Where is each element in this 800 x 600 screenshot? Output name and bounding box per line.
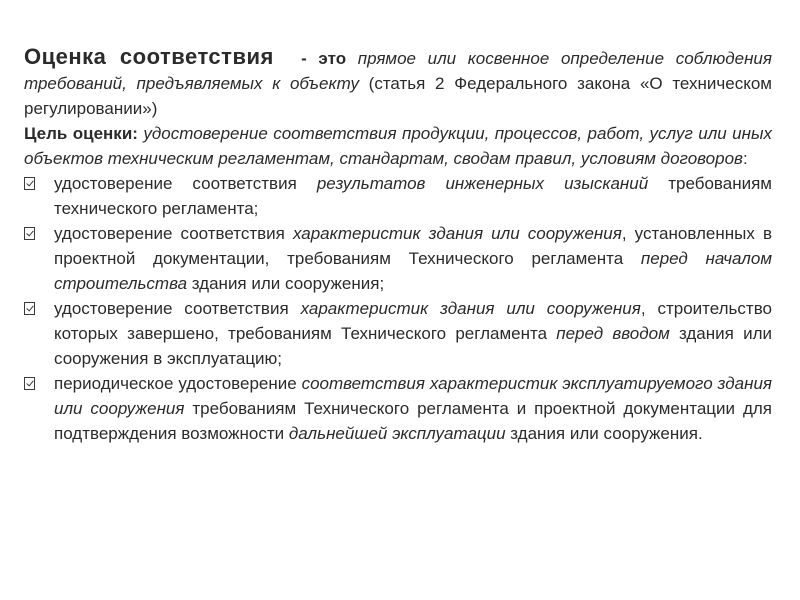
list-item-text-part: удостоверение соответствия — [54, 224, 293, 243]
list-item-text-part: характеристик здания или сооружения — [292, 224, 622, 243]
list-item — [24, 171, 772, 221]
list-item — [24, 371, 772, 446]
definition-source: (статья 2 Федерального закона «О техническом регулировании») — [24, 74, 772, 118]
requirements-list — [24, 171, 772, 446]
checkbox-bullet-icon — [24, 177, 35, 190]
definition-paragraph — [24, 44, 772, 121]
list-item-text-part: перед началом строительства — [54, 249, 772, 293]
list-item-text-part: характеристик здания или сооружения — [300, 299, 641, 318]
list-item-text-part: удостоверение соответствия — [54, 174, 317, 193]
list-item-text-part: периодическое удостоверение — [54, 374, 302, 393]
goal-text-end: : — [742, 149, 748, 168]
definition-term: Оценка соответствия — [24, 44, 274, 69]
list-item-text-part: требованиям технического регламента; — [54, 174, 772, 218]
list-item — [24, 296, 772, 371]
list-item-text-part: удостоверение соответствия — [54, 299, 301, 318]
list-item-text-part: , установленных в проектной документации, требованиям Технического регламента — [54, 224, 772, 268]
goal-paragraph — [24, 121, 772, 171]
list-item-text-part: дальнейшей эксплуатации — [288, 424, 506, 443]
list-item-text-part: перед вводом — [556, 324, 670, 343]
definition-text-italic: прямое или косвенное определение соблюдения требований, предъявляемых к объекту — [24, 49, 772, 93]
definition-dash: - это — [301, 49, 347, 68]
goal-label: Цель оценки: — [24, 124, 138, 143]
checkbox-bullet-icon — [24, 302, 35, 315]
list-item-text-part: здания или сооружения в эксплуатацию; — [54, 324, 772, 368]
list-item-text-part: результатов инженерных изысканий — [316, 174, 649, 193]
checkbox-bullet-icon — [24, 377, 35, 390]
list-item-text-part: требованиям Технического регламента и проектной документации для подтверждения возможности — [54, 399, 772, 443]
goal-text: удостоверение соответствия продукции, процессов, работ, услуг или иных объектов техническим регламентам, стандартам, сводам правил, условиям договоров — [24, 124, 772, 168]
list-item — [24, 221, 772, 296]
list-item-text-part: соответствия характеристик эксплуатируемого здания или сооружения — [54, 374, 772, 418]
list-item-text-part: здания или сооружения; — [187, 274, 385, 293]
slide-content — [24, 44, 772, 446]
list-item-text-part: здания или сооружения. — [505, 424, 703, 443]
list-item-text-part: , строительство которых завершено, требованиям Технического регламента — [54, 299, 772, 343]
checkbox-bullet-icon — [24, 227, 35, 240]
